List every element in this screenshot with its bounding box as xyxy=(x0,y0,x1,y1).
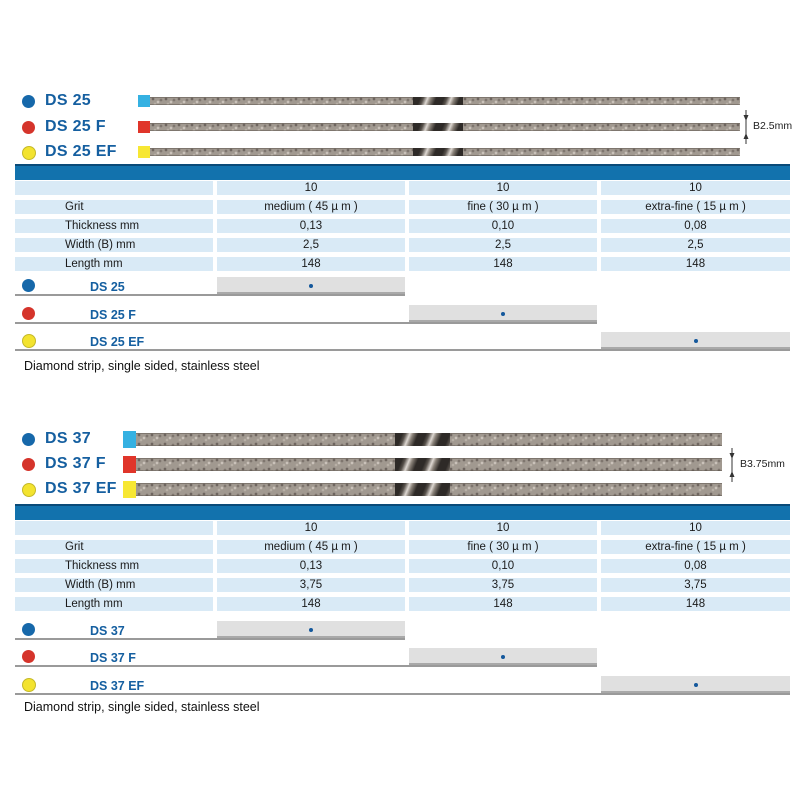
quantity-cell: 10 xyxy=(601,181,790,195)
diamond-strip-image xyxy=(136,483,722,496)
selector-bar xyxy=(409,648,597,665)
product-label: DS 25 xyxy=(45,92,91,109)
table-cell: 148 xyxy=(409,597,597,611)
product-label: DS 37 xyxy=(45,430,91,447)
table-header-bar xyxy=(15,504,790,520)
table-cell-empty xyxy=(15,521,213,535)
selector-bar xyxy=(217,621,405,638)
quantity-cell: 10 xyxy=(409,521,597,535)
strip-twist xyxy=(395,458,450,471)
table-cell: 0,08 xyxy=(601,559,790,573)
dimension-label: B2.5mm xyxy=(753,120,793,132)
table-cell: extra-fine ( 15 µ m ) xyxy=(601,540,790,554)
strip-color-tab xyxy=(123,456,136,473)
row-underline xyxy=(15,665,597,667)
row-label: Length mm xyxy=(15,597,213,611)
strip-color-tab xyxy=(123,481,136,498)
quantity-cell: 10 xyxy=(217,181,405,195)
table-cell: medium ( 45 µ m ) xyxy=(217,540,405,554)
strip-twist xyxy=(395,483,450,496)
table-cell: 2,5 xyxy=(601,238,790,252)
section-caption: Diamond strip, single sided, stainless steel xyxy=(24,700,260,714)
selector-bullet-blue xyxy=(22,623,35,636)
diamond-strip-image xyxy=(136,458,722,471)
table-cell: 2,5 xyxy=(217,238,405,252)
table-cell: 3,75 xyxy=(217,578,405,592)
table-cell: 148 xyxy=(217,257,405,271)
table-cell: fine ( 30 µ m ) xyxy=(409,200,597,214)
diamond-strip-image xyxy=(136,433,722,446)
table-cell: 2,5 xyxy=(409,238,597,252)
table-cell: 148 xyxy=(601,597,790,611)
row-label: Thickness mm xyxy=(15,219,213,233)
row-label: Length mm xyxy=(15,257,213,271)
table-cell: medium ( 45 µ m ) xyxy=(217,200,405,214)
selector-bar xyxy=(601,676,790,693)
row-underline xyxy=(15,638,405,640)
selector-bullet-red xyxy=(22,650,35,663)
quantity-cell: 10 xyxy=(409,181,597,195)
selector-label: DS 37 EF xyxy=(90,679,145,693)
selector-bullet-yellow xyxy=(22,678,36,692)
table-cell: extra-fine ( 15 µ m ) xyxy=(601,200,790,214)
table-cell: 0,08 xyxy=(601,219,790,233)
selector-label: DS 25 F xyxy=(90,308,136,322)
table-cell: 148 xyxy=(217,597,405,611)
product-bullet-blue xyxy=(22,433,35,446)
row-label: Thickness mm xyxy=(15,559,213,573)
product-bullet-yellow xyxy=(22,483,36,497)
row-label: Width (B) mm xyxy=(15,578,213,592)
selector-label: DS 37 F xyxy=(90,651,136,665)
table-cell: 3,75 xyxy=(601,578,790,592)
selection-dot xyxy=(501,655,505,659)
row-label: Grit xyxy=(15,540,213,554)
table-cell: 148 xyxy=(601,257,790,271)
table-cell: 148 xyxy=(409,257,597,271)
quantity-cell: 10 xyxy=(601,521,790,535)
table-cell: 0,10 xyxy=(409,219,597,233)
selection-dot xyxy=(694,683,698,687)
selector-label: DS 25 EF xyxy=(90,335,145,349)
row-label: Grit xyxy=(15,200,213,214)
table-cell: 0,13 xyxy=(217,219,405,233)
row-underline xyxy=(15,693,790,695)
selection-dot xyxy=(309,628,313,632)
selector-label: DS 37 xyxy=(90,624,125,638)
dimension-arrow-icon xyxy=(726,448,738,482)
section-caption: Diamond strip, single sided, stainless steel xyxy=(24,359,260,373)
strip-color-tab xyxy=(123,431,136,448)
row-label: Width (B) mm xyxy=(15,238,213,252)
strip-twist xyxy=(395,433,450,446)
table-cell: fine ( 30 µ m ) xyxy=(409,540,597,554)
product-bullet-red xyxy=(22,458,35,471)
product-label: DS 37 EF xyxy=(45,480,117,497)
quantity-cell: 10 xyxy=(217,521,405,535)
selector-label: DS 25 xyxy=(90,280,125,294)
table-cell: 0,10 xyxy=(409,559,597,573)
table-cell: 3,75 xyxy=(409,578,597,592)
table-cell: 0,13 xyxy=(217,559,405,573)
product-label: DS 25 EF xyxy=(45,143,117,160)
product-label: DS 25 F xyxy=(45,118,106,135)
product-label: DS 37 F xyxy=(45,455,106,472)
dimension-label: B3.75mm xyxy=(740,458,785,470)
